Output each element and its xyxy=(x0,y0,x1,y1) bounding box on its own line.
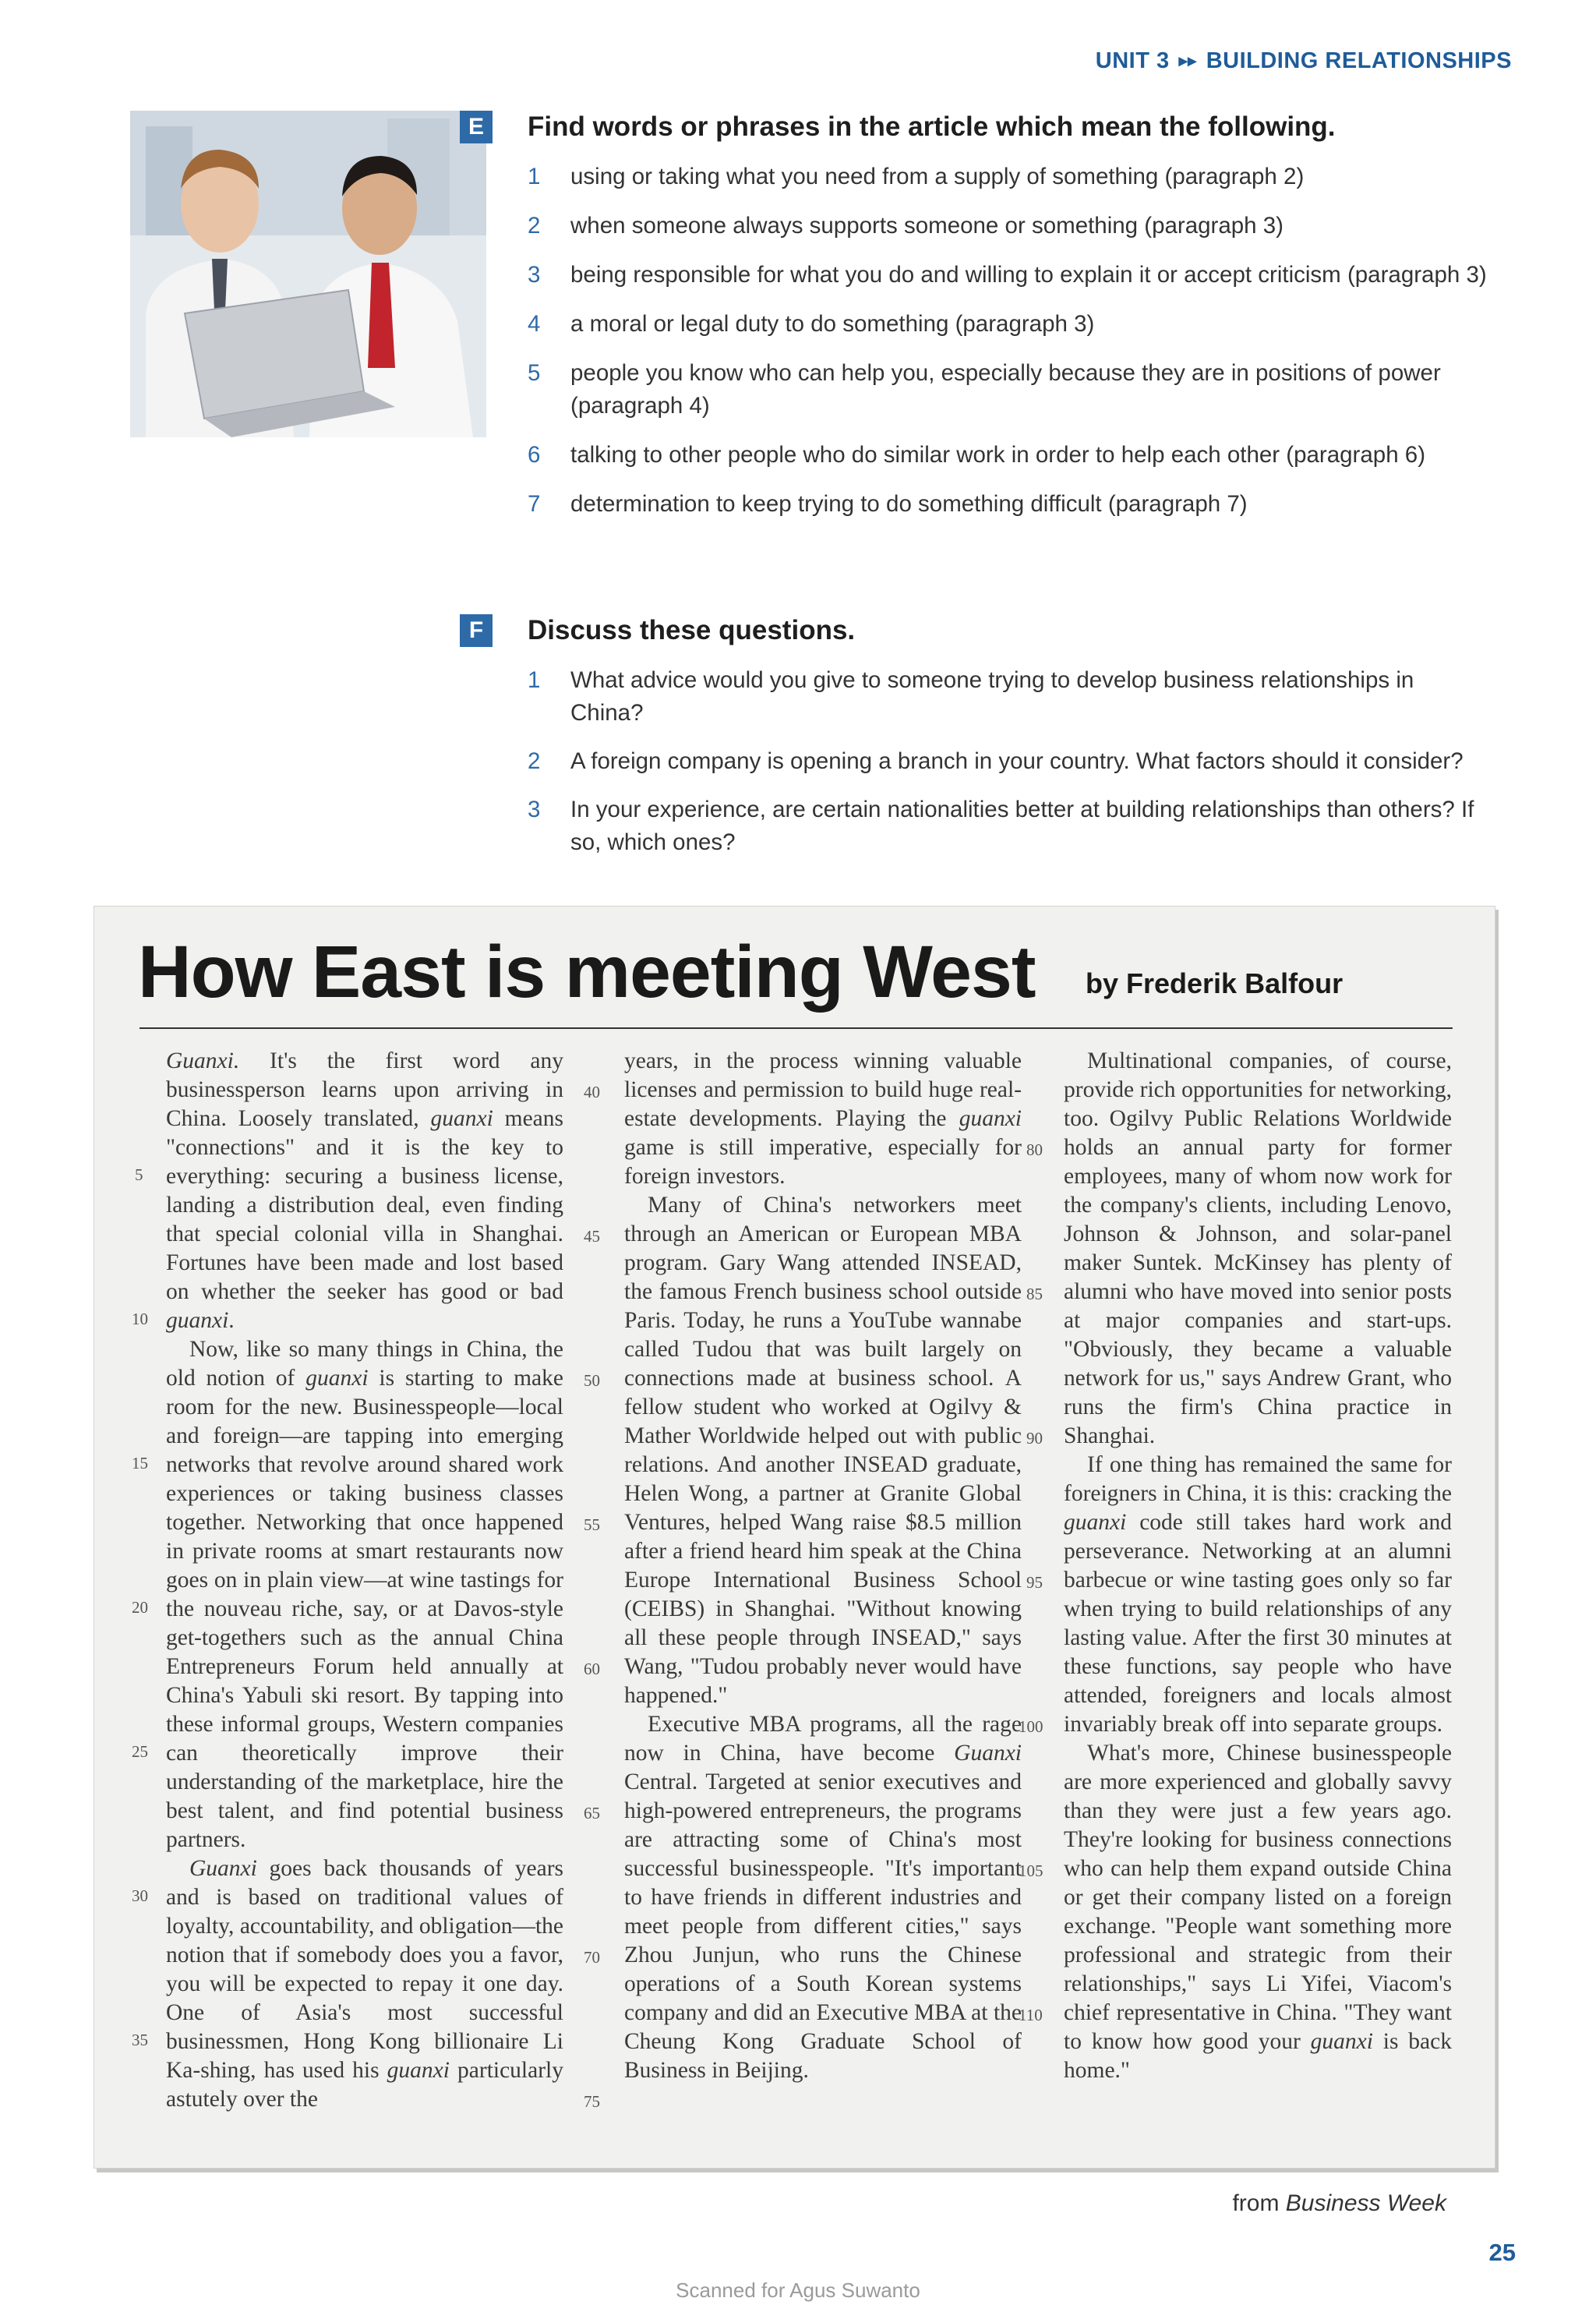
italic-term: guanxi xyxy=(166,1308,229,1333)
running-head xyxy=(1096,48,1512,74)
article-source xyxy=(1232,2190,1446,2217)
headline-rule xyxy=(139,1027,1453,1029)
paragraph-text: years, in the process winning valuable licenses and permission to build huge real-estate developments. Playing the xyxy=(624,1048,1022,1131)
italic-term: guanxi xyxy=(387,2058,450,2083)
line-number: 60 xyxy=(584,1660,600,1678)
italic-term: guanxi xyxy=(1064,1510,1127,1535)
list-item xyxy=(528,210,1541,242)
line-number: 10 xyxy=(132,1310,148,1328)
italic-term: guanxi xyxy=(430,1106,493,1131)
item-number: 5 xyxy=(528,360,541,386)
unit-label: UNIT 3 xyxy=(1095,48,1170,73)
item-number: 1 xyxy=(528,667,541,693)
article-byline: by Frederik Balfour xyxy=(1086,967,1344,999)
exercise-f-badge: F xyxy=(460,614,493,647)
italic-term: Guanxi. xyxy=(166,1048,240,1073)
paragraph-text: goes back thousands of years and is based on traditional values of loyalty, accountability, and obligation—the notion that if somebody does you a favor, you will be expected to repay it one day. One of Asia's most successful businessmen, Hong Kong billionaire Li Ka-shing, has used his xyxy=(166,1856,563,2083)
source-publication: Business Week xyxy=(1285,2190,1446,2216)
paragraph-text: particularly astutely over the xyxy=(166,2058,563,2112)
italic-term: guanxi xyxy=(959,1106,1022,1131)
item-number: 4 xyxy=(528,311,541,337)
item-number: 6 xyxy=(528,442,541,468)
exercise-e-list xyxy=(528,161,1541,521)
line-number: 65 xyxy=(584,1804,600,1822)
article-panel xyxy=(94,906,1495,2169)
line-number: 5 xyxy=(135,1165,143,1184)
item-number: 2 xyxy=(528,213,541,239)
article-column-1 xyxy=(166,1047,563,2114)
article-column-3 xyxy=(1064,1047,1452,2085)
source-prefix: from xyxy=(1232,2190,1286,2216)
item-number: 1 xyxy=(528,164,541,189)
item-text: people you know who can help you, especially because they are in positions of power (paragraph 4) xyxy=(570,360,1441,419)
exercise-f-list xyxy=(528,664,1541,859)
photo-two-businessmen-laptop xyxy=(130,111,486,437)
list-item xyxy=(528,794,1490,859)
paragraph xyxy=(1064,1451,1452,1739)
paragraph xyxy=(166,1047,563,1335)
line-number: 95 xyxy=(1026,1573,1043,1592)
exercise-e-title: Find words or phrases in the article which mean the following. xyxy=(528,111,1336,142)
line-number: 15 xyxy=(132,1454,148,1472)
line-number: 75 xyxy=(584,2092,600,2111)
line-number: 30 xyxy=(132,1886,148,1905)
item-text: using or taking what you need from a supply of something (paragraph 2) xyxy=(570,164,1305,189)
line-number: 70 xyxy=(584,1948,600,1967)
line-number: 80 xyxy=(1026,1140,1043,1159)
paragraph xyxy=(624,1710,1022,2085)
paragraph: Many of China's networkers meet through an American or European MBA program. Gary Wang attended INSEAD, the famous French business school outside Paris. Today, he runs a YouTube wannabe called Tudou that was built largely on connections made at business school. A fellow student who worked at Ogilvy & Mather Worldwide helped out with public relations. And another INSEAD graduate, Helen Wong, a partner at Granite Global Ventures, helped Wang raise $8.5 million after a friend heard him speak at the China Europe International Business School (CEIBS) in Shanghai. "Without knowing all these people through INSEAD," says Wang, "Tudou probably never would have happened." xyxy=(624,1193,1022,1708)
line-number: 110 xyxy=(1019,2006,1043,2024)
paragraph-text: game is still imperative, especially for foreign investors. xyxy=(624,1135,1022,1189)
item-text: In your experience, are certain nationalities better at building relationships than others? If so, which ones? xyxy=(570,797,1474,855)
paragraph-text: Central. Targeted at senior executives and high-powered entrepreneurs, the programs are attracting some of China's most successful businesspeople. "It's important to have friends in different industries and meet people from different cities," says Zhou Junjun, who runs the Chinese operations of a South Korean systems company and did an Executive MBA at the Cheung Kong Graduate School of Business in Beijing. xyxy=(624,1769,1022,2083)
list-item xyxy=(528,259,1541,292)
item-text: when someone always supports someone or something (paragraph 3) xyxy=(570,213,1284,239)
item-number: 2 xyxy=(528,748,541,774)
item-text: What advice would you give to someone trying to develop business relationships in China? xyxy=(570,667,1414,726)
list-item xyxy=(528,439,1541,472)
article-column-2 xyxy=(624,1047,1022,2085)
exercise-f-title: Discuss these questions. xyxy=(528,615,856,645)
italic-term: guanxi xyxy=(1310,2029,1373,2054)
paragraph xyxy=(1064,1739,1452,2085)
line-number: 25 xyxy=(132,1742,148,1761)
italic-term: guanxi xyxy=(305,1366,369,1391)
italic-term: Guanxi xyxy=(189,1856,257,1881)
list-item xyxy=(528,745,1541,778)
paragraph xyxy=(624,1047,1022,1191)
item-text: a moral or legal duty to do something (paragraph 3) xyxy=(570,311,1095,337)
line-number: 90 xyxy=(1026,1429,1043,1448)
paragraph-text: is back home." xyxy=(1064,2029,1452,2083)
line-number: 85 xyxy=(1026,1285,1043,1303)
article-headline: How East is meeting West xyxy=(138,931,1036,1013)
line-number: 100 xyxy=(1019,1717,1043,1736)
item-number: 3 xyxy=(528,262,541,288)
item-number: 3 xyxy=(528,797,541,822)
line-number: 105 xyxy=(1019,1861,1043,1880)
paragraph-text: . xyxy=(228,1308,235,1333)
item-text: A foreign company is opening a branch in your country. What factors should it consider? xyxy=(570,748,1464,774)
page-number: 25 xyxy=(1488,2239,1516,2266)
paragraph xyxy=(166,1335,563,1854)
line-number: 50 xyxy=(584,1371,600,1390)
paragraph-text: What's more, Chinese businesspeople are more experienced and globally savvy than they were just a few years ago. They're looking for business connections who can help them expand outside China or get their company listed on a foreign exchange. "People want something more professional and strategic from their relationships," says Li Yifei, Viacom's chief representative in China. "They want to know how good your xyxy=(1064,1741,1452,2054)
line-number: 55 xyxy=(584,1515,600,1534)
double-arrow-icon: ▸▸ xyxy=(1178,51,1197,70)
list-item xyxy=(528,161,1541,193)
paragraph-text: means "connections" and it is the key to everything: securing a business license, landing a distribution deal, even finding that special colonial villa in Shanghai. Fortunes have been made and lost based on whether the seeker has good or bad xyxy=(166,1106,563,1304)
item-text: talking to other people who do similar work in order to help each other (paragraph 6) xyxy=(570,442,1426,468)
line-number: 40 xyxy=(584,1083,600,1101)
list-item xyxy=(528,664,1490,730)
item-text: being responsible for what you do and willing to explain it or accept criticism (paragraph 3) xyxy=(570,262,1487,288)
list-item xyxy=(528,357,1541,422)
paragraph-text: code still takes hard work and perseverance. Networking at an alumni barbecue or wine tasting goes only so far when trying to build relationships of any lasting value. After the first 30 minutes at these functions, say people who have attended, foreigners and locals almost invariably break off into separate groups. xyxy=(1064,1510,1452,1737)
scan-note: Scanned for Agus Suwanto xyxy=(676,2278,920,2302)
line-number: 45 xyxy=(584,1227,600,1246)
list-item xyxy=(528,488,1541,521)
item-text: determination to keep trying to do something difficult (paragraph 7) xyxy=(570,491,1248,517)
italic-term: Guanxi xyxy=(954,1741,1022,1766)
line-number: 20 xyxy=(132,1598,148,1617)
line-number: 35 xyxy=(132,2031,148,2049)
paragraph xyxy=(166,1854,563,2114)
paragraph: Multinational companies, of course, provide rich opportunities for networking, too. Ogilvy Public Relations Worldwide holds an annual party for former employees, many of whom now work for the company's clients, including Lenovo, Johnson & Johnson, and solar-panel maker Suntek. McKinsey has plenty of alumni who have moved into senior posts at major companies and start-ups. "Obviously, they became a valuable network for us," says Andrew Grant, who runs the firm's China practice in Shanghai. xyxy=(1064,1048,1452,1448)
paragraph-text: Now, like so many things in China, the old notion of xyxy=(166,1337,563,1391)
item-number: 7 xyxy=(528,491,541,517)
paragraph-text: It's the first word any businessperson learns upon arriving in China. Loosely translated, xyxy=(166,1048,563,1131)
list-item xyxy=(528,308,1541,341)
exercise-e-badge: E xyxy=(460,111,493,143)
section-label: BUILDING RELATIONSHIPS xyxy=(1206,48,1512,73)
paragraph-text: Executive MBA programs, all the rage now in China, have become xyxy=(624,1712,1022,1766)
paragraph-text: is starting to make room for the new. Businesspeople—local and foreign—are tapping into emerging networks that revolve around shared work experiences or taking business classes together. Networking that once happened in private rooms at smart restaurants now goes on in plain view—at wine tastings for the nouveau riche, say, or at Davos-style get-togethers such as the annual China Entrepreneurs Forum held annually at China's Yabuli ski resort. By tapping into these informal groups, Western companies can theoretically improve their understanding of the marketplace, hire the best talent, and find potential business partners. xyxy=(166,1366,563,1852)
paragraph-text: If one thing has remained the same for foreigners in China, it is this: cracking the xyxy=(1064,1452,1452,1506)
